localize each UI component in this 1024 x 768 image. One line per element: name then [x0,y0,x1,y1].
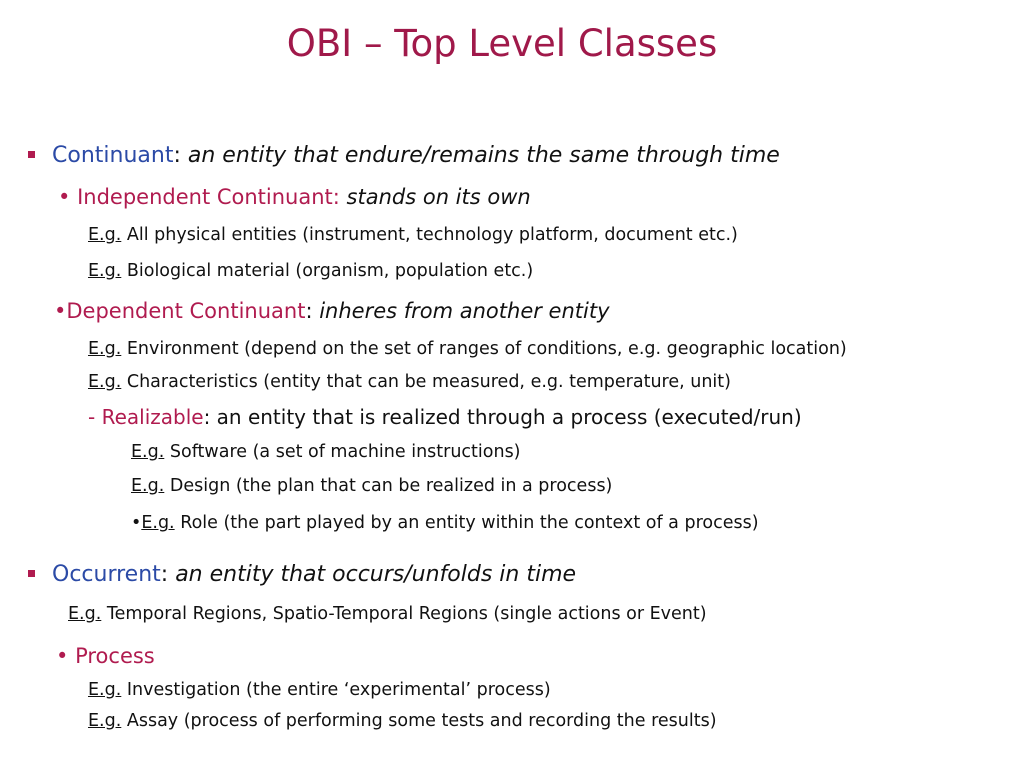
eg-label: E.g. [131,476,165,496]
continuant-line [28,145,780,167]
example-text: Role (the part played by an entity within the context of a process) [180,513,759,533]
eg-label: E.g. [68,604,102,624]
dependent-continuant-term: Dependent Continuant [66,299,306,323]
dependent-continuant-line [54,301,610,322]
bullet-icon: • [56,644,69,668]
square-bullet-icon [28,570,35,577]
independent-continuant-term: Independent Continuant: [77,185,340,209]
example-line [131,478,612,496]
eg-label: E.g. [88,339,122,359]
occurrent-line [28,564,576,586]
example-text: Design (the plan that can be realized in a process) [169,476,613,496]
eg-label: E.g. [88,372,122,392]
example-line [88,227,738,245]
realizable-definition: : an entity that is realized through a process (executed/run) [203,405,802,429]
example-line [131,444,521,462]
eg-label: E.g. [88,680,122,700]
bullet-icon: • [131,513,142,533]
occurrent-colon: : [160,562,169,587]
example-text: All physical entities (instrument, technology platform, document etc.) [126,225,738,245]
eg-label: E.g. [88,711,122,731]
example-line [68,606,707,624]
realizable-prefix: - [88,405,102,429]
example-text: Characteristics (entity that can be measured, e.g. temperature, unit) [126,372,731,392]
example-text: Assay (process of performing some tests and recording the results) [126,711,717,731]
eg-label: E.g. [88,225,122,245]
occurrent-definition: an entity that occurs/unfolds in time [175,562,577,587]
dependent-continuant-definition: inheres from another entity [319,299,610,323]
example-line [88,341,847,359]
eg-label: E.g. [131,442,165,462]
realizable-line [88,407,802,427]
continuant-definition: an entity that endure/remains the same through time [187,143,780,168]
square-bullet-icon [28,151,35,158]
example-text: Biological material (organism, population etc.) [126,261,534,281]
independent-continuant-line [58,187,531,208]
example-line [88,374,731,392]
example-line [88,682,551,700]
occurrent-term: Occurrent [52,562,161,587]
example-line [88,263,533,281]
realizable-term: Realizable [101,405,204,429]
example-text: Temporal Regions, Spatio-Temporal Regions (single actions or Event) [106,604,707,624]
example-text: Software (a set of machine instructions) [169,442,521,462]
example-line [88,713,717,731]
role-example-line [131,515,759,533]
eg-label: E.g. [141,513,175,533]
continuant-term: Continuant [52,143,174,168]
dependent-continuant-colon: : [305,299,313,323]
bullet-icon: • [58,185,71,209]
eg-label: E.g. [88,261,122,281]
example-text: Investigation (the entire ‘experimental’ process) [126,680,551,700]
example-text: Environment (depend on the set of ranges of conditions, e.g. geographic location) [126,339,847,359]
independent-continuant-definition: stands on its own [346,185,531,209]
process-term: Process [75,644,155,668]
continuant-colon: : [173,143,181,168]
slide-title: OBI – Top Level Classes [286,22,718,65]
process-line [56,646,155,667]
bullet-icon: • [54,299,67,323]
